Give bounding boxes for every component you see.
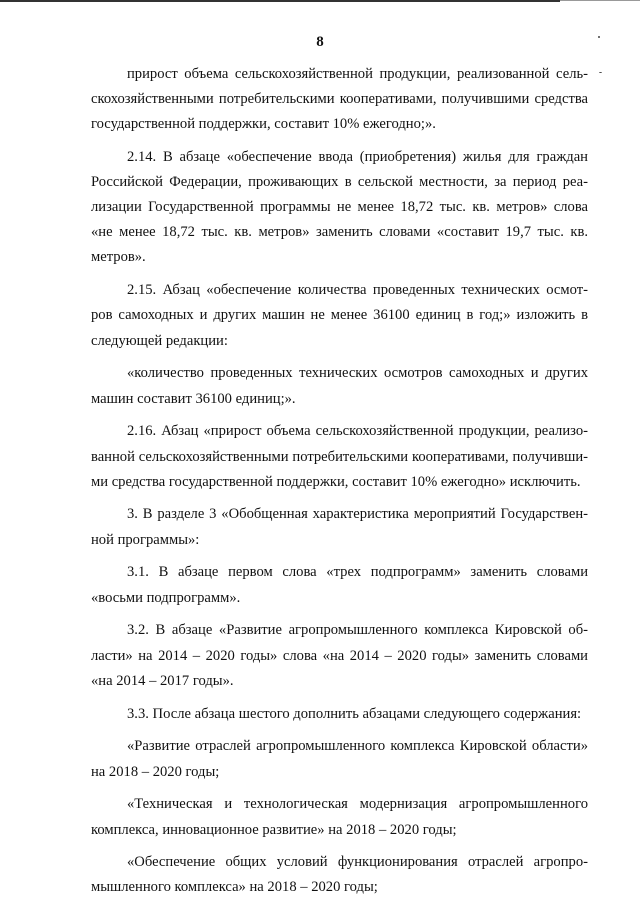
- paragraph-line: 2.15. Абзац «обеспечение количества проведенных технических осмот-: [127, 282, 588, 299]
- paragraph-line: ми средства государственной поддержки, составит 10% ежегодно» исключить.: [91, 473, 581, 490]
- paragraph-line: ной программы»:: [91, 531, 200, 548]
- scan-edge-line: [0, 0, 560, 2]
- paragraph-line: машин составит 36100 единиц;».: [91, 390, 296, 407]
- paragraph-line: скохозяйственными потребительскими кооперативами, получившими средства: [91, 91, 588, 108]
- paragraph-line: 2.16. Абзац «прирост объема сельскохозяйственной продукции, реализо-: [127, 423, 588, 440]
- paragraph-line: «Техническая и технологическая модернизация агропромышленного: [127, 796, 588, 813]
- paragraph-line: «количество проведенных технических осмотров самоходных и других: [127, 365, 588, 382]
- paragraph-line: комплекса, инновационное развитие» на 2018 – 2020 годы;: [91, 821, 457, 838]
- paragraph-line: на 2018 – 2020 годы;: [91, 763, 220, 780]
- paragraph-line: ласти» на 2014 – 2020 годы» слова «на 2014 – 2020 годы» заменить словами: [91, 647, 588, 664]
- page-number: 8: [316, 34, 324, 50]
- paragraph: [91, 792, 588, 842]
- paragraph: [91, 850, 588, 900]
- paragraph-line: 3. В разделе 3 «Обобщенная характеристика мероприятий Государствен-: [127, 506, 588, 523]
- paragraph: [91, 502, 588, 552]
- document-body: [91, 62, 588, 908]
- paragraph-line: государственной поддержки, составит 10% ежегодно;».: [91, 116, 436, 133]
- paragraph: [91, 62, 588, 137]
- paragraph: [91, 145, 588, 270]
- paragraph-line: Российской Федерации, проживающих в сельской местности, за период реа-: [91, 174, 588, 191]
- paragraph-line: «не менее 18,72 тыс. кв. метров» заменить словами «составит 19,7 тыс. кв.: [91, 224, 588, 241]
- paragraph-line: мышленного комплекса» на 2018 – 2020 годы;: [91, 879, 378, 896]
- paragraph: [91, 702, 588, 727]
- paragraph-line: 3.1. В абзаце первом слова «трех подпрограмм» заменить словами: [127, 564, 588, 581]
- paragraph: [91, 278, 588, 353]
- paragraph-line: ров самоходных и других машин не менее 36100 единиц в год;» изложить в: [91, 307, 588, 324]
- scan-speck: [599, 72, 602, 73]
- paragraph-line: «восьми подпрограмм».: [91, 589, 241, 606]
- paragraph: [91, 734, 588, 784]
- paragraph: [91, 419, 588, 494]
- paragraph-line: метров».: [91, 249, 146, 266]
- paragraph-line: «Развитие отраслей агропромышленного комплекса Кировской области»: [127, 738, 588, 755]
- paragraph-line: 2.14. В абзаце «обеспечение ввода (приобретения) жилья для граждан: [127, 149, 588, 166]
- paragraph-line: «на 2014 – 2017 годы».: [91, 672, 234, 689]
- scan-edge-line-faint: [560, 0, 640, 1]
- paragraph-line: 3.2. В абзаце «Развитие агропромышленного комплекса Кировской об-: [127, 622, 588, 639]
- paragraph-line: 3.3. После абзаца шестого дополнить абзацами следующего содержания:: [127, 705, 582, 722]
- paragraph-line: следующей редакции:: [91, 332, 228, 349]
- paragraph-line: прирост объема сельскохозяйственной продукции, реализованной сель-: [127, 66, 588, 82]
- paragraph: [91, 361, 588, 411]
- paragraph-line: «Обеспечение общих условий функционирования отраслей агропро-: [127, 854, 588, 871]
- paragraph-line: ванной сельскохозяйственными потребительскими кооперативами, получивши-: [91, 448, 588, 465]
- paragraph: [91, 618, 588, 693]
- paragraph-line: лизации Государственной программы не менее 18,72 тыс. кв. метров» слова: [91, 199, 588, 216]
- paragraph: [91, 560, 588, 610]
